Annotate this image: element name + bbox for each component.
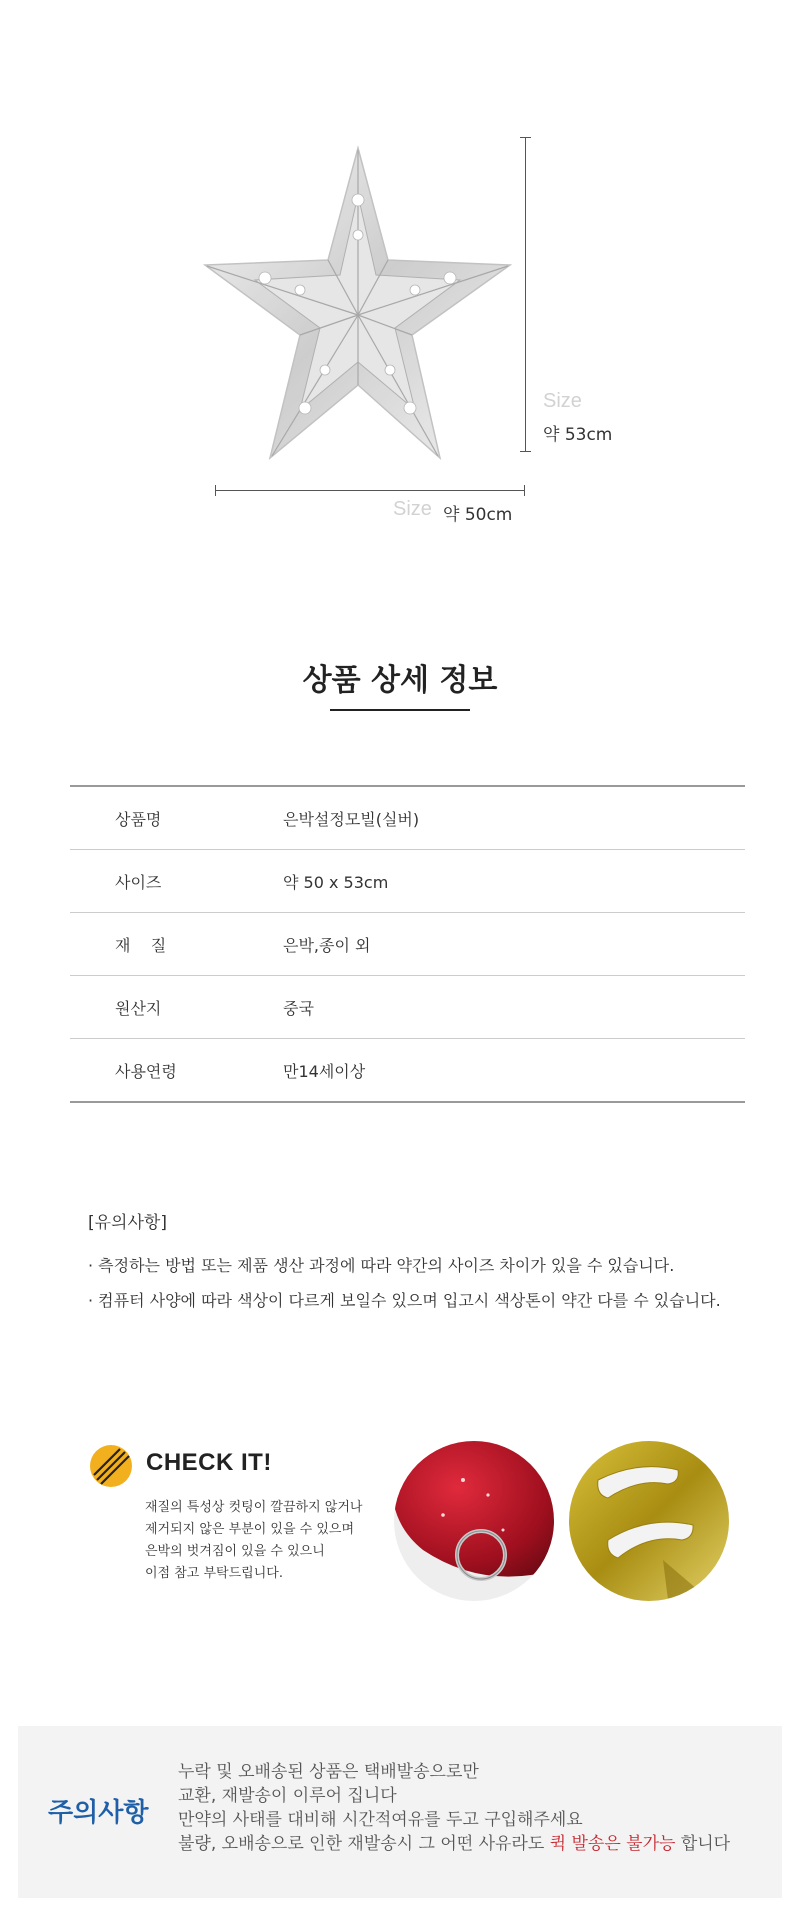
notice-item: · 컴퓨터 사양에 따라 색상이 다르게 보일수 있으며 입고시 색상톤이 약간 다를 수 있습니다. [88,1291,721,1310]
spec-label: 재 질 [115,935,167,955]
spec-label: 원산지 [115,998,162,1018]
height-size-label: Size [543,390,582,412]
section-title-underline [330,709,470,711]
spec-label: 사이즈 [115,872,162,892]
spec-row-name [70,787,745,850]
star-ornament-illustration [200,140,520,460]
width-size-label: Size [393,498,432,520]
notice-item: · 측정하는 방법 또는 제품 생산 과정에 따라 약간의 사이즈 차이가 있을 수 있습니다. [88,1256,675,1275]
width-size-value: 약 50cm [443,505,513,525]
width-dimension-cap-right [524,485,525,496]
notice-title: [유의사항] [88,1213,167,1233]
footer-notice-title: 주의사항 [48,1798,149,1828]
footer-notice-line: 교환, 재발송이 이루어 집니다 [178,1786,397,1806]
check-it-line: 이점 참고 부탁드립니다. [145,1566,283,1581]
footer-notice-line: 만약의 사태를 대비해 시간적여유를 두고 구입해주세요 [178,1810,583,1830]
spec-value: 약 50 x 53cm [283,872,389,892]
detail-photo-gold [568,1440,730,1606]
footer-last-suffix: 합니다 [675,1834,731,1854]
section-title: 상품 상세 정보 [302,663,498,698]
height-size-value: 약 53cm [543,425,613,445]
spec-row-age [70,1039,745,1101]
spec-table [70,785,745,1103]
check-icon [88,1443,134,1493]
spec-value: 중국 [283,998,314,1018]
spec-row-material [70,913,745,976]
footer-last-prefix: 불량, 오배송으로 인한 재발송시 그 어떤 사유라도 [178,1834,550,1854]
footer-last-highlight: 퀵 발송은 불가능 [549,1834,676,1854]
height-dimension-cap-top [520,137,531,138]
check-it-heading: CHECK IT! [146,1449,272,1476]
spec-value: 만14세이상 [283,1061,366,1081]
spec-label: 사용연령 [115,1061,177,1081]
width-dimension-line [215,490,525,491]
height-dimension-cap-bottom [520,451,531,452]
check-it-line: 제거되지 않은 부분이 있을 수 있으며 [145,1522,355,1537]
detail-photo-red [393,1440,555,1606]
spec-value: 은박설정모빌(실버) [283,809,420,829]
product-image [200,140,520,460]
spec-label: 상품명 [115,809,162,829]
width-dimension-cap-left [215,485,216,496]
height-dimension-line [525,137,526,452]
spec-row-origin [70,976,745,1039]
check-it-line: 은박의 벗겨짐이 있을 수 있으니 [145,1544,325,1559]
check-it-line: 재질의 특성상 컷팅이 깔끔하지 않거나 [145,1500,363,1515]
spec-value: 은박,종이 외 [283,935,371,955]
footer-notice-line-last [178,1829,730,1854]
footer-notice-line: 누락 및 오배송된 상품은 택배발송으로만 [178,1762,479,1782]
spec-row-size [70,850,745,913]
